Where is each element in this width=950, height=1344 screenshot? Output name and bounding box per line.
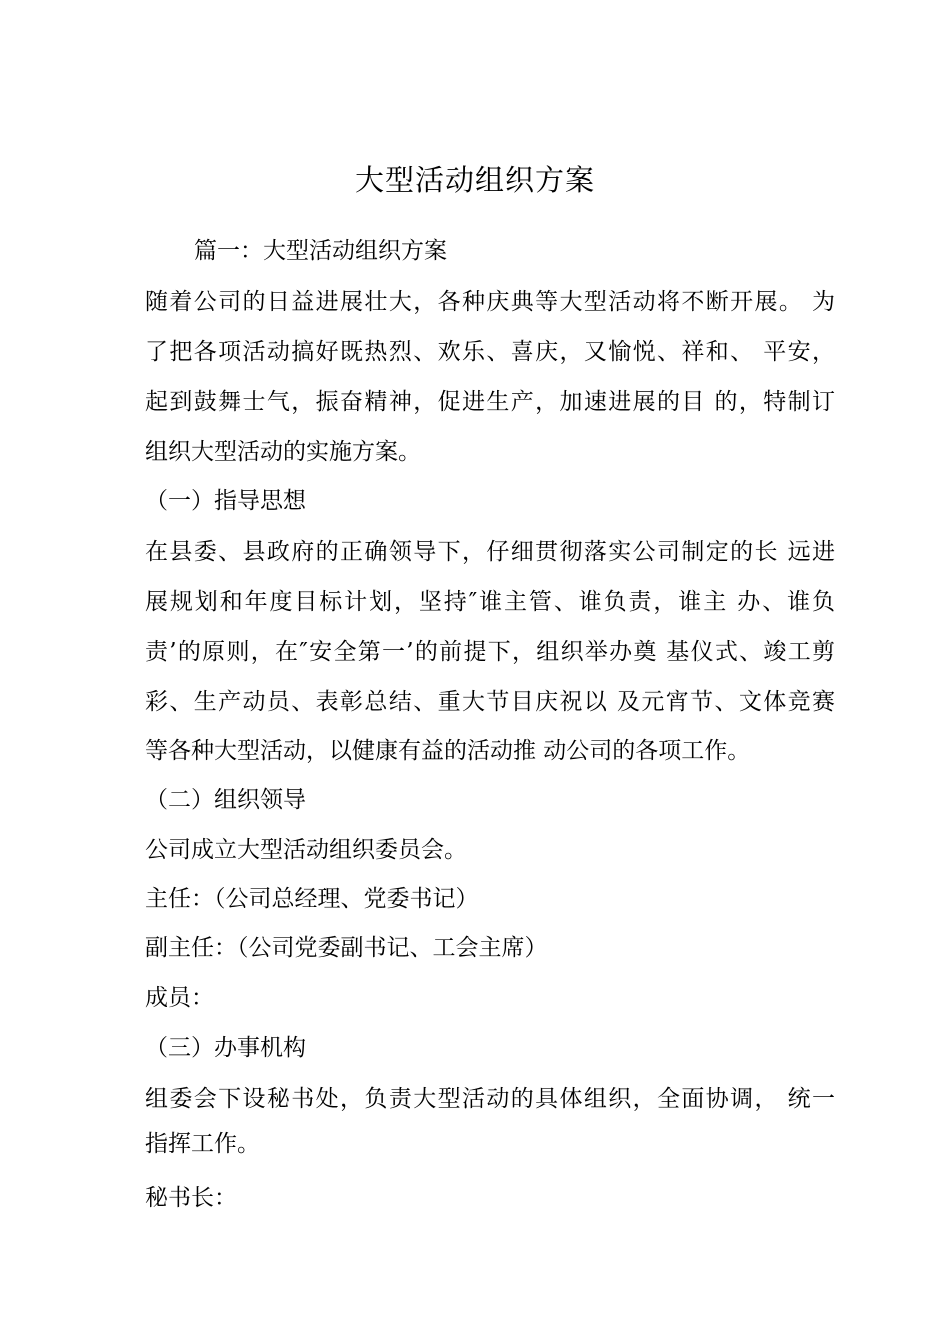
- intro-line-1: 随着公司的日益进展壮大，各种庆典等大型活动将不断开展。 为: [145, 289, 835, 315]
- director-line: 主任：（公司总经理、党委书记）: [145, 886, 479, 912]
- section3-line-2: 指挥工作。: [145, 1131, 260, 1157]
- intro-line-4: 组织大型活动的实施方案。: [145, 439, 421, 465]
- section-heading-office: （三）办事机构: [145, 1035, 306, 1061]
- section-heading-organization: （二）组织领导: [145, 787, 306, 813]
- section3-line-1: 组委会下设秘书处，负责大型活动的具体组织，全面协调， 统一: [145, 1086, 835, 1112]
- document-subtitle: 篇一：大型活动组织方案: [194, 238, 447, 264]
- intro-line-3: 起到鼓舞士气，振奋精神，促进生产，加速进展的目 的，特制订: [145, 389, 835, 415]
- section-heading-guiding-thought: （一）指导思想: [145, 488, 306, 514]
- document-title: 大型活动组织方案: [354, 163, 595, 197]
- deputy-director-line: 副主任：（公司党委副书记、工会主席）: [145, 935, 548, 961]
- section1-line-3: 责’的原则，在″安全第一’的前提下，组织举办奠 基仪式、竣工剪: [145, 639, 835, 665]
- section1-line-2: 展规划和年度目标计划，坚持″谁主管、谁负责，谁主 办、谁负: [145, 589, 835, 615]
- committee-line: 公司成立大型活动组织委员会。: [145, 837, 467, 863]
- section1-line-4: 彩、生产动员、表彰总结、重大节目庆祝以 及元宵节、文体竞赛: [145, 689, 835, 715]
- intro-line-2: 了把各项活动搞好既热烈、欢乐、喜庆，又愉悦、祥和、 平安，: [145, 339, 835, 365]
- members-line: 成员：: [145, 985, 214, 1011]
- section1-line-1: 在县委、县政府的正确领导下，仔细贯彻落实公司制定的长 远进: [145, 539, 835, 565]
- secretary-general-line: 秘书长：: [145, 1185, 237, 1211]
- section1-line-5: 等各种大型活动，以健康有益的活动推 动公司的各项工作。: [145, 738, 751, 764]
